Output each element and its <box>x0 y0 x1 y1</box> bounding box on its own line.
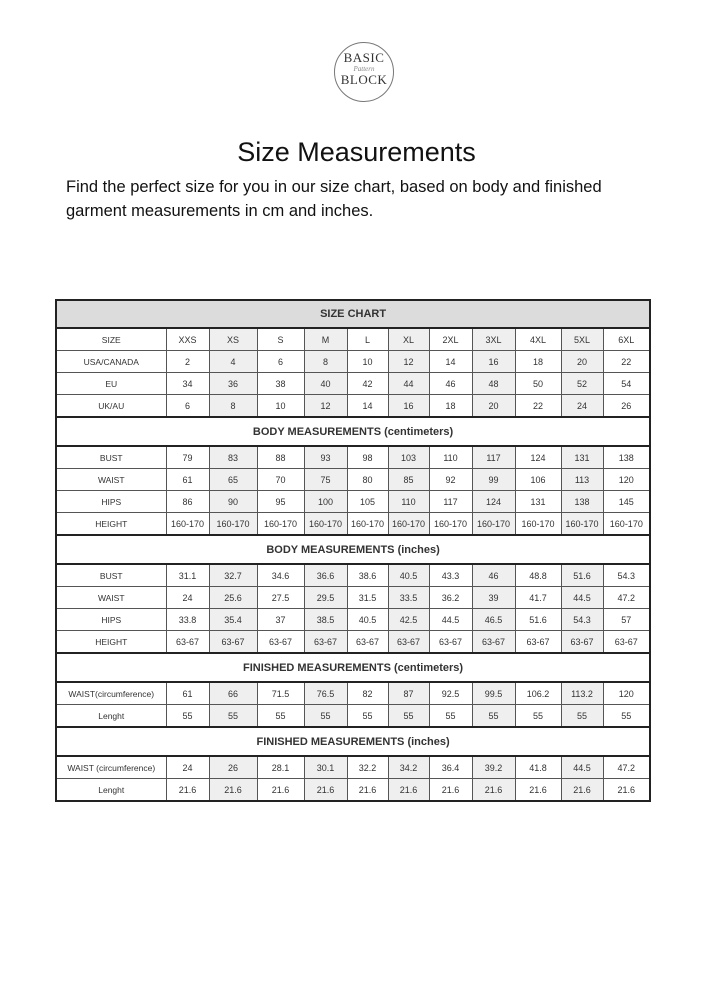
table-cell: 65 <box>209 469 257 491</box>
section-header <box>56 653 650 682</box>
table-cell: 4XL <box>515 328 561 351</box>
table-row-hips <box>56 491 650 513</box>
table-cell: 117 <box>429 491 472 513</box>
row-label: Lenght <box>56 779 166 802</box>
table-cell: 21.6 <box>304 779 347 802</box>
row-label: WAIST (circumference) <box>56 756 166 779</box>
table-cell: 93 <box>304 446 347 469</box>
table-cell: 34.6 <box>257 564 304 587</box>
table-row-size <box>56 328 650 351</box>
row-label: WAIST(circumference) <box>56 682 166 705</box>
table-cell: 113 <box>561 469 603 491</box>
table-cell: 105 <box>347 491 388 513</box>
table-cell: 51.6 <box>515 609 561 631</box>
section-unit: (centimeters) <box>384 425 454 438</box>
table-cell: 103 <box>388 446 429 469</box>
table-cell: 12 <box>388 351 429 373</box>
table-cell: 31.1 <box>166 564 209 587</box>
table-cell: 39 <box>472 587 515 609</box>
table-row-height <box>56 631 650 654</box>
table-cell: 43.3 <box>429 564 472 587</box>
section-title: FINISHED MEASUREMENTS <box>243 661 391 674</box>
table-cell: 4 <box>209 351 257 373</box>
section-unit: (inches) <box>407 735 450 748</box>
table-cell: 31.5 <box>347 587 388 609</box>
table-cell: 145 <box>603 491 650 513</box>
table-cell: 21.6 <box>429 779 472 802</box>
table-cell: 21.6 <box>561 779 603 802</box>
table-cell: 40.5 <box>388 564 429 587</box>
section-title: BODY MEASUREMENTS <box>266 543 395 556</box>
table-cell: 42.5 <box>388 609 429 631</box>
table-cell: 51.6 <box>561 564 603 587</box>
table-cell: 20 <box>472 395 515 418</box>
table-cell: 92 <box>429 469 472 491</box>
page-title: Size Measurements <box>237 137 476 167</box>
table-cell: 10 <box>347 351 388 373</box>
table-cell: 80 <box>347 469 388 491</box>
table-cell: 55 <box>429 705 472 728</box>
table-cell: 18 <box>429 395 472 418</box>
table-cell: 30.1 <box>304 756 347 779</box>
table-cell: 40 <box>304 373 347 395</box>
intro-text: Find the perfect size for you in our size chart, based on body and finished garment measurements in cm and inches. <box>66 178 602 220</box>
table-cell: 54.3 <box>603 564 650 587</box>
table-cell: 44.5 <box>561 587 603 609</box>
table-cell: 33.8 <box>166 609 209 631</box>
table-cell: XXS <box>166 328 209 351</box>
table-cell: 24 <box>561 395 603 418</box>
table-cell: M <box>304 328 347 351</box>
table-cell: 100 <box>304 491 347 513</box>
table-cell: 131 <box>561 446 603 469</box>
table-cell: 26 <box>603 395 650 418</box>
table-cell: 90 <box>209 491 257 513</box>
table-row-waist <box>56 469 650 491</box>
table-cell: 55 <box>166 705 209 728</box>
table-cell: 160-170 <box>429 513 472 536</box>
table-cell: 110 <box>429 446 472 469</box>
table-cell: 63-67 <box>515 631 561 654</box>
section-header-row <box>56 653 650 682</box>
table-row-eu <box>56 373 650 395</box>
table-cell: 61 <box>166 469 209 491</box>
table-cell: 21.6 <box>515 779 561 802</box>
table-cell: 14 <box>347 395 388 418</box>
table-cell: 160-170 <box>603 513 650 536</box>
table-row-waist-circumference- <box>56 756 650 779</box>
table-cell: 55 <box>304 705 347 728</box>
table-cell: 35.4 <box>209 609 257 631</box>
table-cell: 20 <box>561 351 603 373</box>
table-cell: 32.7 <box>209 564 257 587</box>
table-cell: 160-170 <box>472 513 515 536</box>
table-cell: 3XL <box>472 328 515 351</box>
table-cell: 85 <box>388 469 429 491</box>
table-cell: 36.6 <box>304 564 347 587</box>
table-cell: 34 <box>166 373 209 395</box>
table-cell: L <box>347 328 388 351</box>
table-cell: 21.6 <box>472 779 515 802</box>
table-cell: 120 <box>603 682 650 705</box>
logo-line-3: BLOCK <box>340 72 388 87</box>
table-cell: 36 <box>209 373 257 395</box>
table-cell: 63-67 <box>347 631 388 654</box>
table-cell: 99 <box>472 469 515 491</box>
table-cell: 2XL <box>429 328 472 351</box>
table-row-lenght <box>56 705 650 728</box>
table-cell: 75 <box>304 469 347 491</box>
table-cell: 63-67 <box>388 631 429 654</box>
table-cell: 40.5 <box>347 609 388 631</box>
table-row-waist-circumference- <box>56 682 650 705</box>
table-cell: 36.2 <box>429 587 472 609</box>
table-cell: 160-170 <box>561 513 603 536</box>
table-cell: 86 <box>166 491 209 513</box>
table-cell: 54.3 <box>561 609 603 631</box>
table-row-hips <box>56 609 650 631</box>
row-label: EU <box>56 373 166 395</box>
table-cell: 160-170 <box>166 513 209 536</box>
table-cell: 5XL <box>561 328 603 351</box>
table-cell: 44.5 <box>561 756 603 779</box>
table-cell: 47.2 <box>603 756 650 779</box>
table-cell: 87 <box>388 682 429 705</box>
table-cell: 57 <box>603 609 650 631</box>
table-cell: 138 <box>561 491 603 513</box>
section-unit: (centimeters) <box>394 661 464 674</box>
table-cell: 160-170 <box>304 513 347 536</box>
table-cell: 41.8 <box>515 756 561 779</box>
section-header <box>56 727 650 756</box>
row-label: UK/AU <box>56 395 166 418</box>
table-row-bust <box>56 446 650 469</box>
table-cell: 160-170 <box>257 513 304 536</box>
row-label: HIPS <box>56 609 166 631</box>
brand-logo <box>334 42 394 102</box>
table-cell: 98 <box>347 446 388 469</box>
table-cell: 24 <box>166 587 209 609</box>
table-cell: 39.2 <box>472 756 515 779</box>
table-cell: 36.4 <box>429 756 472 779</box>
table-cell: 38.5 <box>304 609 347 631</box>
table-cell: 63-67 <box>603 631 650 654</box>
table-cell: 32.2 <box>347 756 388 779</box>
table-cell: 42 <box>347 373 388 395</box>
table-row-height <box>56 513 650 536</box>
table-cell: 33.5 <box>388 587 429 609</box>
table-cell: 124 <box>472 491 515 513</box>
row-label: WAIST <box>56 469 166 491</box>
table-cell: 110 <box>388 491 429 513</box>
section-header-row <box>56 535 650 564</box>
table-cell: 63-67 <box>472 631 515 654</box>
table-cell: 99.5 <box>472 682 515 705</box>
table-cell: 46 <box>472 564 515 587</box>
section-title: FINISHED MEASUREMENTS <box>256 735 405 748</box>
table-cell: 28.1 <box>257 756 304 779</box>
row-label: Lenght <box>56 705 166 728</box>
table-cell: 25.6 <box>209 587 257 609</box>
row-label: BUST <box>56 446 166 469</box>
table-cell: 44 <box>388 373 429 395</box>
table-cell: 71.5 <box>257 682 304 705</box>
row-label: WAIST <box>56 587 166 609</box>
table-cell: 66 <box>209 682 257 705</box>
row-label: BUST <box>56 564 166 587</box>
table-cell: 63-67 <box>429 631 472 654</box>
row-label: SIZE <box>56 328 166 351</box>
table-cell: 63-67 <box>561 631 603 654</box>
table-cell: 63-67 <box>209 631 257 654</box>
table-cell: 48.8 <box>515 564 561 587</box>
table-cell: 8 <box>304 351 347 373</box>
table-cell: 50 <box>515 373 561 395</box>
chart-heading: SIZE CHART <box>56 300 650 328</box>
table-cell: 106 <box>515 469 561 491</box>
table-cell: 14 <box>429 351 472 373</box>
table-cell: 8 <box>209 395 257 418</box>
table-cell: 55 <box>347 705 388 728</box>
table-cell: 21.6 <box>166 779 209 802</box>
table-cell: 82 <box>347 682 388 705</box>
table-cell: 34.2 <box>388 756 429 779</box>
table-cell: 88 <box>257 446 304 469</box>
table-cell: 48 <box>472 373 515 395</box>
table-cell: 21.6 <box>257 779 304 802</box>
table-cell: 54 <box>603 373 650 395</box>
table-cell: 44.5 <box>429 609 472 631</box>
table-cell: 10 <box>257 395 304 418</box>
table-cell: S <box>257 328 304 351</box>
table-cell: 160-170 <box>209 513 257 536</box>
table-cell: 21.6 <box>603 779 650 802</box>
table-cell: 38 <box>257 373 304 395</box>
table-cell: 120 <box>603 469 650 491</box>
table-cell: 106.2 <box>515 682 561 705</box>
table-cell: 117 <box>472 446 515 469</box>
logo-line-2: Pattern <box>353 65 375 73</box>
row-label: HIPS <box>56 491 166 513</box>
table-cell: 70 <box>257 469 304 491</box>
table-cell: 46.5 <box>472 609 515 631</box>
table-cell: 61 <box>166 682 209 705</box>
table-cell: 52 <box>561 373 603 395</box>
table-cell: 113.2 <box>561 682 603 705</box>
table-cell: 12 <box>304 395 347 418</box>
section-title: BODY MEASUREMENTS <box>252 425 382 438</box>
table-cell: 47.2 <box>603 587 650 609</box>
chart-header-row <box>56 300 650 328</box>
table-cell: 83 <box>209 446 257 469</box>
table-cell: 55 <box>257 705 304 728</box>
row-label: USA/CANADA <box>56 351 166 373</box>
table-cell: 22 <box>603 351 650 373</box>
table-cell: 16 <box>472 351 515 373</box>
table-cell: 21.6 <box>209 779 257 802</box>
table-cell: 55 <box>209 705 257 728</box>
table-cell: 21.6 <box>347 779 388 802</box>
table-cell: 6 <box>257 351 304 373</box>
table-cell: 21.6 <box>388 779 429 802</box>
table-cell: 27.5 <box>257 587 304 609</box>
section-header-row <box>56 727 650 756</box>
table-cell: 138 <box>603 446 650 469</box>
table-cell: XS <box>209 328 257 351</box>
row-label: HEIGHT <box>56 631 166 654</box>
table-cell: 55 <box>472 705 515 728</box>
row-label: HEIGHT <box>56 513 166 536</box>
table-cell: 55 <box>603 705 650 728</box>
table-cell: 38.6 <box>347 564 388 587</box>
table-cell: 160-170 <box>515 513 561 536</box>
table-cell: 95 <box>257 491 304 513</box>
table-cell: 24 <box>166 756 209 779</box>
table-cell: 63-67 <box>304 631 347 654</box>
table-cell: 76.5 <box>304 682 347 705</box>
table-cell: XL <box>388 328 429 351</box>
table-cell: 131 <box>515 491 561 513</box>
table-cell: 160-170 <box>388 513 429 536</box>
size-chart-table <box>55 299 651 802</box>
section-header <box>56 417 650 446</box>
section-unit: (inches) <box>397 543 440 556</box>
table-cell: 160-170 <box>347 513 388 536</box>
table-cell: 63-67 <box>257 631 304 654</box>
table-cell: 2 <box>166 351 209 373</box>
table-cell: 55 <box>561 705 603 728</box>
table-cell: 124 <box>515 446 561 469</box>
table-row-uk-au <box>56 395 650 418</box>
table-cell: 26 <box>209 756 257 779</box>
table-cell: 18 <box>515 351 561 373</box>
section-header-row <box>56 417 650 446</box>
table-cell: 46 <box>429 373 472 395</box>
table-row-lenght <box>56 779 650 802</box>
table-cell: 6XL <box>603 328 650 351</box>
table-row-bust <box>56 564 650 587</box>
section-header <box>56 535 650 564</box>
table-cell: 16 <box>388 395 429 418</box>
table-cell: 37 <box>257 609 304 631</box>
table-cell: 55 <box>515 705 561 728</box>
logo-line-1: BASIC <box>343 50 385 65</box>
table-row-usa-canada <box>56 351 650 373</box>
table-cell: 79 <box>166 446 209 469</box>
table-cell: 41.7 <box>515 587 561 609</box>
table-cell: 22 <box>515 395 561 418</box>
table-cell: 92.5 <box>429 682 472 705</box>
table-cell: 29.5 <box>304 587 347 609</box>
table-cell: 63-67 <box>166 631 209 654</box>
table-row-waist <box>56 587 650 609</box>
table-cell: 6 <box>166 395 209 418</box>
table-cell: 55 <box>388 705 429 728</box>
